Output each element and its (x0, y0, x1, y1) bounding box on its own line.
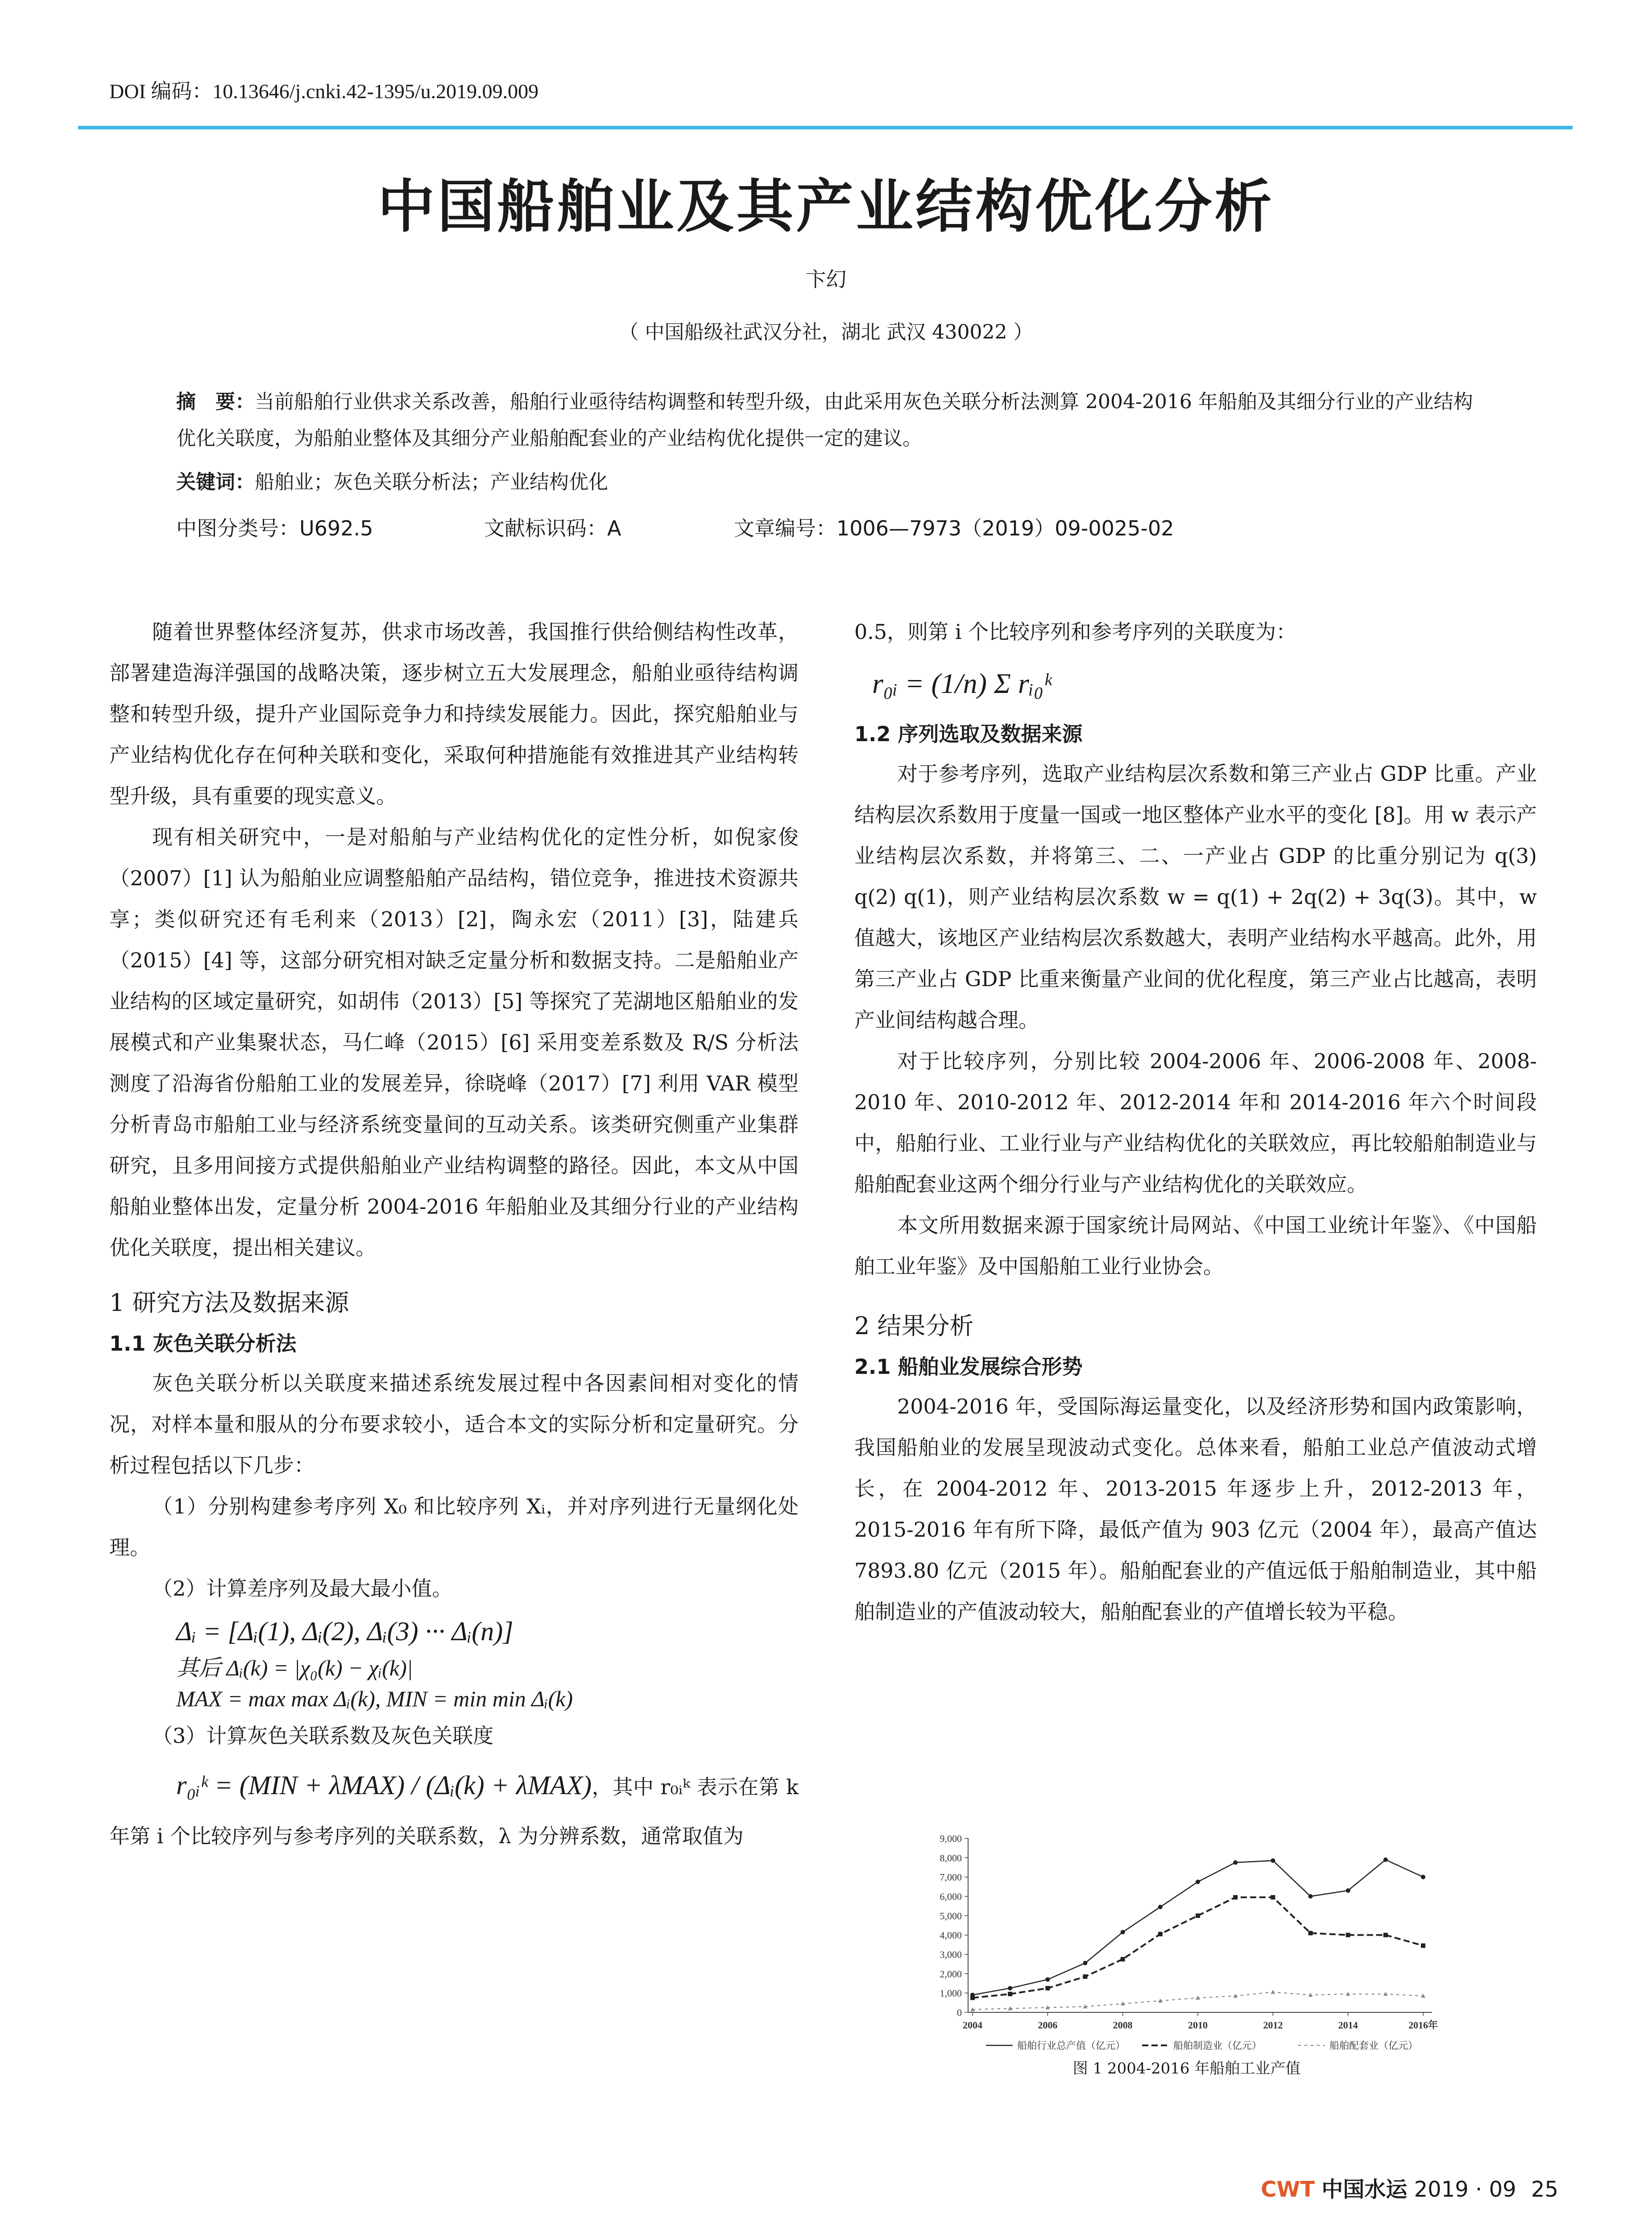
y-tick-label: 2,000 (940, 1968, 962, 1980)
x-tick-label: 2014 (1338, 2020, 1358, 2031)
reference-sequence-paragraph: 对于参考序列，选取产业结构层次系数和第三产业占 GDP 比重。产业结构层次系数用于度量一国或一地区整体产业水平的变化 [8]。用 w 表示产业结构层次系数，并将第三、二、一产业占 GDP 的比重分别记为 q(3) q(2) q(1)，则产业结构层次系数 w = q(1) + 2q(2) + 3q(3)。其中，w 值越大，该地区产业结构层次系数越大，表明产业结构水平越高。此外，用第三产业占 GDP 比重来衡量产业间的优化程度，第三产业占比越高，表明产业间结构越合理。 (854, 762, 1537, 1032)
article-number: 文章编号：1006—7973（2019）09-0025-02 (734, 516, 1174, 540)
formula-coefficient: r₀ᵢᵏ = (MIN + λMAX) / (Δᵢ(k) + λMAX) (176, 1771, 592, 1800)
intro-paragraph-1: 随着世界整体经济复苏，供求市场改善，我国推行供给侧结构性改革，部署建造海洋强国的战略决策，逐步树立五大发展理念，船舶业亟待结构调整和转型升级，提升产业国际竞争力和持续发展能力。因此，探究船舶业与产业结构优化存在何种关联和变化，采取何种措施能有效推进其产业结构转型升级，具有重要的现实意义。 (109, 620, 799, 808)
section-1-1-heading: 1.1 灰色关联分析法 (109, 1331, 297, 1356)
data-point (1421, 1944, 1425, 1948)
data-point (1383, 1858, 1388, 1862)
x-tick-label: 2012 (1263, 2020, 1283, 2031)
x-tick-label: 2004 (963, 2020, 982, 2031)
y-tick-label: 8,000 (940, 1852, 962, 1864)
data-point (1233, 1860, 1238, 1865)
x-tick-label: 2010 (1188, 2020, 1208, 2031)
formula-degree: r₀ᵢ = (1/n) Σ rᵢ₀ᵏ (872, 668, 1052, 699)
comparison-sequence-paragraph: 对于比较序列，分别比较 2004-2006 年、2006-2008 年、2008-2010 年、2010-2012 年、2012-2014 年和 2014-2016 年六个时间段中，船舶行业、工业行业与产业结构优化的关联效应，再比较船舶制造业与船舶配套业这两个细分行业与产业结构优化的关联效应。 (854, 1049, 1537, 1196)
intro-paragraph-2: 现有相关研究中，一是对船舶与产业结构优化的定性分析，如倪家俊（2007）[1] 认为船舶业应调整船舶产品结构，错位竞争，推进技术资源共享；类似研究还有毛利来（2013）[2]，陶永宏（2011）[3]，陆建兵（2015）[4] 等，这部分研究相对缺乏定量分析和数据支持。二是船舶业产业结构的区域定量研究，如胡伟（2013）[5] 等探究了芜湖地区船舶业的发展模式和产业集聚状态，马仁峰（2015）[6] 采用变差系数及 R/S 分析法测度了沿海省份船舶工业的发展差异，徐晓峰（2017）[7] 利用 VAR 模型分析青岛市船舶工业与经济系统变量间的互动关系。该类研究侧重产业集群研究，且多用间接方式提供船舶业产业结构调整的路径。因此，本文从中国船舶业整体出发，定量分析 2004-2016 年船舶业及其细分行业的产业结构优化关联度，提出相关建议。 (109, 825, 799, 1260)
data-point (1158, 1905, 1163, 1909)
left-column (109, 611, 799, 1861)
data-point (1121, 1930, 1125, 1934)
data-point (1045, 1986, 1050, 1990)
legend-label-3: 船舶配套业（亿元） (1329, 2040, 1418, 2052)
y-tick-label: 0 (957, 2007, 962, 2018)
section-1-2-heading: 1.2 序列选取及数据来源 (854, 722, 1083, 746)
formula-max-min: MAX = max max Δᵢ(k), MIN = min min Δᵢ(k) (176, 1686, 573, 1711)
data-source-paragraph: 本文所用数据来源于国家统计局网站、《中国工业统计年鉴》、《中国船舶工业年鉴》及中国船舶工业行业协会。 (854, 1213, 1537, 1278)
results-paragraph: 2004-2016 年，受国际海运量变化，以及经济形势和国内政策影响，我国船舶业的发展呈现波动式变化。总体来看，船舶工业总产值波动式增长，在 2004-2012 年、2013-2015 年逐步上升，2012-2013 年，2015-2016 年有所下降，最低产值为 903 亿元（2004 年），最高产值达 7893.80 亿元（2015 年）。船舶配套业的产值远低于船舶制造业，其中船舶制造业的产值波动较大，船舶配套业的产值增长较为平稳。 (854, 1394, 1537, 1624)
data-point (1008, 1986, 1012, 1990)
cwt-logo: CWT (1261, 2177, 1315, 2202)
output-chart (919, 1825, 1454, 2057)
x-tick-label: 2016年 (1408, 2020, 1438, 2031)
doi-line: DOI 编码：10.13646/j.cnki.42-1395/u.2019.09.009 (109, 80, 539, 103)
data-point (1271, 1895, 1275, 1899)
formula-delta-k: 其后 Δᵢ(k) = |χ₀(k) − χᵢ(k)| (176, 1655, 413, 1680)
data-point (1308, 1993, 1313, 1997)
data-point (1271, 1990, 1275, 1994)
page-number: 25 (1531, 2177, 1558, 2202)
page-footer (1261, 2172, 1558, 2203)
affiliation: （ 中国船级社武汉分社，湖北 武汉 430022 ） (619, 321, 1033, 344)
y-tick-label: 6,000 (940, 1891, 962, 1902)
paper-title: 中国船舶业及其产业结构优化分析 (377, 174, 1275, 240)
data-point (1008, 1992, 1012, 1996)
y-tick-label: 3,000 (940, 1949, 962, 1960)
abstract-text: 当前船舶行业供求关系改善，船舶行业亟待结构调整和转型升级，由此采用灰色关联分析法测算 2004-2016 年船舶及其细分行业的产业结构优化关联度，为船舶业整体及其细分产业船舶配套业的产业结构优化提供一定的建议。 (176, 390, 1473, 450)
continuation-text: 0.5，则第 i 个比较序列和参考序列的关联度为： (854, 620, 1297, 644)
document-code: 文献标识码：A (484, 516, 621, 540)
chart-svg (919, 1825, 1454, 2057)
series-line-2 (973, 1897, 1423, 1998)
data-point (1233, 1895, 1238, 1899)
data-point (1121, 1957, 1125, 1961)
section-1-heading: 1 研究方法及数据来源 (109, 1289, 349, 1317)
figure-caption: 图 1 2004-2016 年船舶工业产值 (1072, 2060, 1301, 2078)
data-point (1346, 1992, 1350, 1996)
legend-label-2: 船舶制造业（亿元） (1173, 2040, 1262, 2052)
step-2: （2）计算差序列及最大最小值。 (152, 1576, 453, 1601)
y-tick-label: 5,000 (940, 1910, 962, 1922)
x-tick-label: 2006 (1038, 2020, 1058, 2031)
series-line-3 (973, 1992, 1423, 2010)
issue-number: 2019 · 09 (1414, 2177, 1516, 2202)
data-point (1308, 1931, 1313, 1935)
y-tick-label: 7,000 (940, 1871, 962, 1883)
abstract (176, 384, 1492, 457)
keywords-text: 船舶业；灰色关联分析法；产业结构优化 (255, 471, 608, 493)
y-tick-label: 9,000 (940, 1833, 962, 1844)
data-point (1421, 1875, 1425, 1879)
data-point (1346, 1888, 1350, 1893)
data-point (1383, 1933, 1388, 1937)
header-rule (78, 126, 1573, 129)
data-point (1308, 1894, 1313, 1899)
section-2-1-heading: 2.1 船舶业发展综合形势 (854, 1355, 1083, 1379)
coefficient-row (109, 1761, 799, 1861)
keywords-label: 关键词： (176, 471, 255, 493)
article-ids (176, 512, 1174, 542)
data-point (1346, 1933, 1350, 1937)
clc-number: 中图分类号：U692.5 (176, 516, 373, 540)
data-point (1271, 1858, 1275, 1863)
step-1: （1）分别构建参考序列 X₀ 和比较序列 Xᵢ，并对序列进行无量纲化处理。 (109, 1494, 799, 1559)
step-3: （3）计算灰色关联系数及灰色关联度 (152, 1724, 494, 1748)
data-point (1083, 1974, 1088, 1979)
data-point (1196, 1880, 1200, 1884)
abstract-label: 摘 要： (176, 390, 255, 413)
section-2-heading: 2 结果分析 (854, 1312, 974, 1340)
data-point (1045, 1977, 1050, 1982)
data-point (1158, 1932, 1163, 1937)
author: 卞幻 (805, 267, 847, 291)
keywords (176, 464, 1492, 501)
formula-delta-sequence: Δᵢ = [Δᵢ(1), Δᵢ(2), Δᵢ(3) ··· Δᵢ(n)] (176, 1617, 513, 1646)
right-column (854, 611, 1537, 1632)
data-point (1196, 1913, 1200, 1918)
data-point (970, 1996, 975, 2000)
y-tick-label: 1,000 (940, 1987, 962, 1999)
data-point (1083, 1961, 1088, 1966)
magazine-name: 中国水运 (1321, 2177, 1408, 2202)
legend-label-1: 船舶行业总产值（亿元） (1017, 2040, 1126, 2052)
y-tick-label: 4,000 (940, 1929, 962, 1941)
x-tick-label: 2008 (1113, 2020, 1133, 2031)
coefficient-text: ，其中 r₀ᵢᵏ 表示在第 k 年第 i 个比较序列与参考序列的关联系数，λ 为分辨系数，通常取值为 (109, 1775, 799, 1848)
method-paragraph: 灰色关联分析以关联度来描述系统发展过程中各因素间相对变化的情况，对样本量和服从的分布要求较小，适合本文的实际分析和定量研究。分析过程包括以下几步： (109, 1371, 799, 1477)
